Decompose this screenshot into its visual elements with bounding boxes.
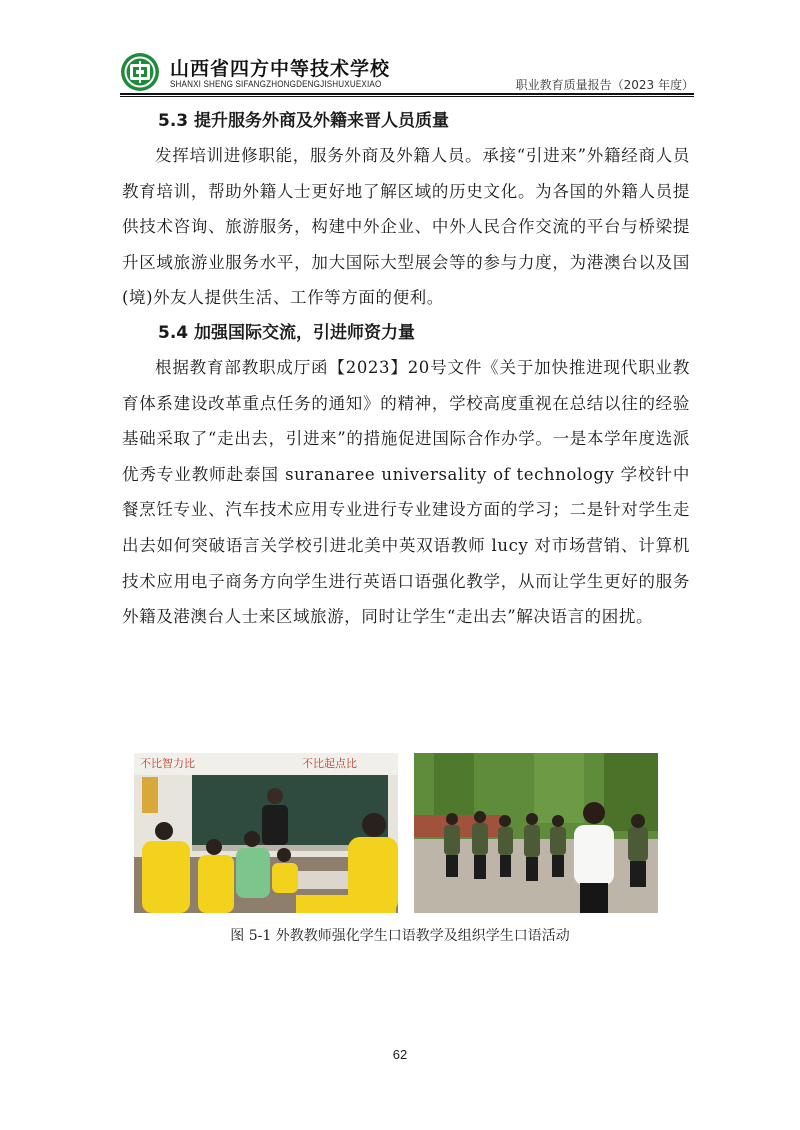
classroom-banner-left: 不比智力比: [140, 757, 195, 770]
outdoor-activity-photo: [414, 753, 658, 913]
section-heading-5-4: 5.4 加强国际交流，引进师资力量: [158, 322, 416, 343]
report-title: 职业教育质量报告（2023 年度）: [515, 78, 694, 92]
section-heading-5-3: 5.3 提升服务外商及外籍来晋人员质量: [158, 111, 450, 131]
school-name-en: SHANXI SHENG SIFANGZHONGDENGJISHUXUEXIAO: [170, 79, 382, 90]
header-rule-thin: [120, 96, 694, 97]
section-paragraph-5-4: 根据教育部教职成厅函【2023】20号文件《关于加快推进现代职业教育体系建设改革重点任务的通知》的精神，学校高度重视在总结以往的经验基础采取了“走出去，引进来”的措施促进国际合作办学。一是本学年度选派优秀专业教师赴泰国 suranaree universality of technology 学校针中餐烹饪专业、汽车技术应用专业进行专业建设方面的学习；二是针对学生走出去如何突破语言关学校引进北美中英双语教师 lucy 对市场营销、计算机技术应用电子商务方向学生进行英语口语强化教学，从而让学生更好的服务外籍及港澳台人士来区域旅游，同时让学生“走出去”解决语言的困扰。: [122, 357, 690, 627]
page-header: [120, 52, 694, 94]
school-logo-icon: [120, 52, 160, 92]
classroom-photo: [134, 753, 398, 913]
page-number: 62: [392, 1047, 408, 1062]
header-rule: [120, 93, 694, 95]
outdoor-activity-photo-image: [414, 753, 658, 913]
page-content: [122, 104, 690, 635]
classroom-banner-right: 不比起点比: [302, 757, 357, 770]
figure-photos: [134, 753, 658, 913]
classroom-photo-image: [134, 753, 398, 913]
section-paragraph-5-3: 发挥培训进修职能，服务外商及外籍人员。承接“引进来”外籍经商人员教育培训，帮助外籍人士更好地了解区域的历史文化。为各国的外籍人员提供技术咨询、旅游服务，构建中外企业、中外人民合作交流的平台与桥梁提升区域旅游业服务水平，加大国际大型展会等的参与力度，为港澳台以及国(境)外友人提供生活、工作等方面的便利。: [122, 146, 690, 308]
figure-caption: 图 5-1 外教教师强化学生口语教学及组织学生口语活动: [230, 928, 570, 944]
school-name-cn: 山西省四方中等技术学校: [170, 58, 391, 80]
